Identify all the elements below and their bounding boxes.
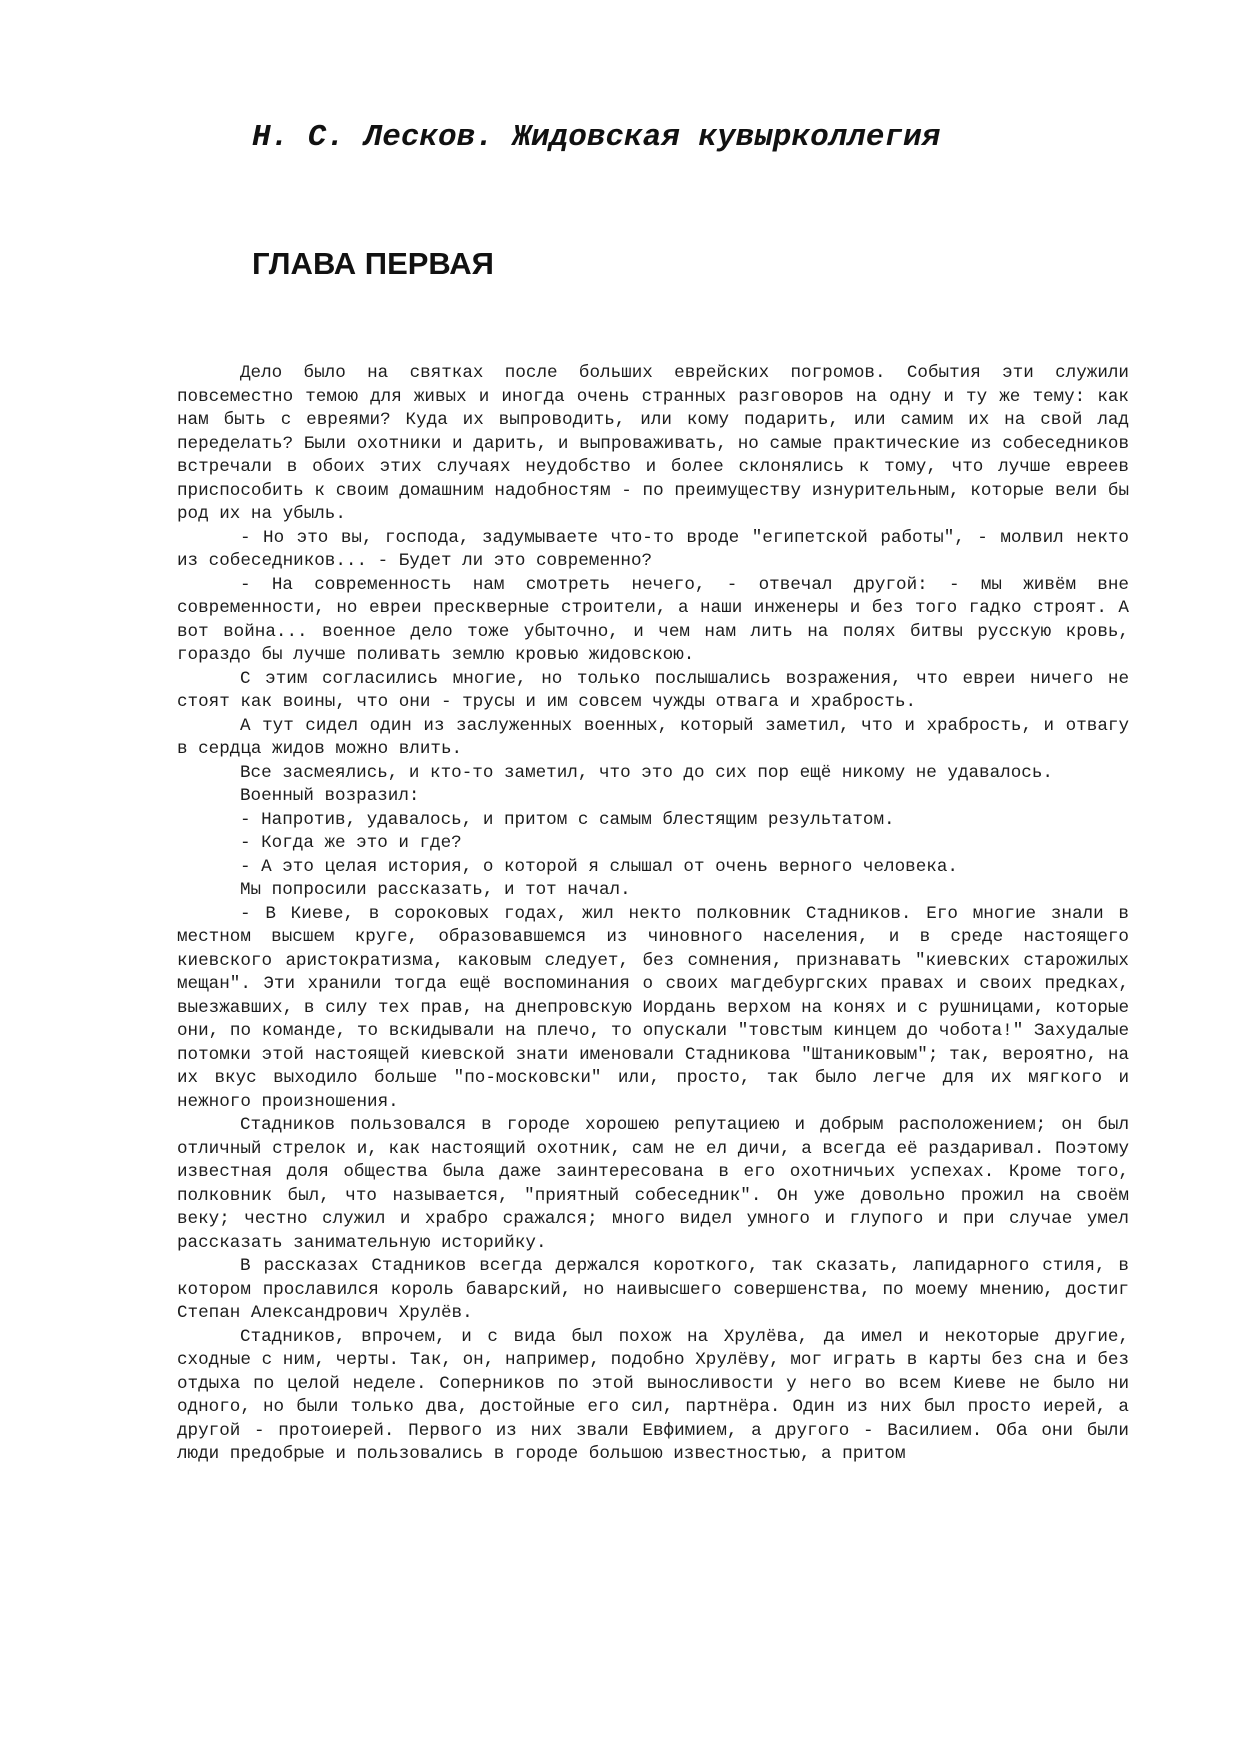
paragraph: - Когда же это и где? bbox=[240, 833, 462, 853]
paragraph: Дело было на святках после больших еврейских погромов. События эти служили повсеместно темою для живых и иногда очень странных разговоров на одну и ту же тему: как нам быть с евреями? Куда их выпроводить, или кому подарить, или самим их на свой лад переделать? Были охотники и дарить, и выпроваживать, но самые практические из собеседников встречали в обоих этих случаях неудобство и более склонялись к тому, что лучше евреев приспособить к своим домашним надобностям - по преимуществу изнурительным, которые вели бы род их на убыль. bbox=[177, 363, 1129, 524]
paragraph: А тут сидел один из заслуженных военных, который заметил, что и храбрость, и отвагу в сердца жидов можно влить. bbox=[177, 715, 1129, 759]
paragraph: Все засмеялись, и кто-то заметил, что это до сих пор ещё никому не удавалось. bbox=[240, 762, 1053, 783]
paragraph: - В Киеве, в сороковых годах, жил некто полковник Стадников. Его многие знали в местном высшем круге, образовавшемся из чиновного населения, и в среде настоящего киевского аристократизма, каковым следует, без сомнения, признавать "киевских старожилых мещан". Эти хранили тогда ещё воспоминания о своих магдебургских правах и своих предках, выезжавших, в силу тех прав, на днепровскую Иордань верхом на конях и с рушницами, которые они, по команде, то вскидывали на плечо, то опускали "товстым кинцем до чобота!" Захудалые потомки этой настоящей киевской знати именовали Стадникова "Штаниковым"; так, вероятно, на их вкус выходило больше "по-московски" или, просто, так было легче для их мягкого и нежного произношения. bbox=[177, 903, 1129, 1112]
paragraph: Военный возразил: bbox=[240, 786, 420, 806]
paragraph: - Но это вы, господа, задумываете что-то вроде "египетской работы", - молвил некто из собеседников... - Будет ли это современно? bbox=[177, 527, 1129, 571]
paragraph: Стадников пользовался в городе хорошею репутациею и добрым расположением; он был отличный стрелок и, как настоящий охотник, сам не ел дичи, а всегда её раздаривал. Поэтому известная доля общества была даже заинтересована в его охотничьих успехах. Кроме того, полковник был, что называется, "приятный собеседник". Он уже довольно прожил на своём веку; честно служил и храбро сражался; много видел умного и глупого и при случае умел рассказать занимательную историйку. bbox=[177, 1115, 1129, 1253]
document-title: Н. С. Лесков. Жидовская кувырколлегия bbox=[252, 120, 941, 155]
paragraph: С этим согласились многие, но только послышались возражения, что евреи ничего не стоят как воины, что они - трусы и им совсем чужды отвага и храбрость. bbox=[177, 668, 1129, 712]
paragraph: - На современность нам смотреть нечего, - отвечал другой: - мы живём вне современности, но евреи прескверные строители, а наши инженеры и без того гадко строят. А вот война... военное дело тоже убыточно, и чем нам лить на полях битвы русскую кровь, гораздо бы лучше поливать землю кровью жидовскою. bbox=[177, 574, 1129, 665]
paragraph: Мы попросили рассказать, и тот начал. bbox=[240, 880, 631, 900]
paragraph: Стадников, впрочем, и с вида был похож на Хрулёва, да имел и некоторые другие, сходные с ним, черты. Так, он, например, подобно Хрулёву, мог играть в карты без сна и без отдыха по целой неделе. Соперников по этой выносливости у него во всем Киеве не было ни одного, но были только два, достойные его сил, партнёра. Один из них был просто иерей, а другой - протоиерей. Первого из них звали Евфимием, а другого - Василием. Оба они были люди предобрые и пользовались в городе большою известностью, а притом bbox=[177, 1326, 1129, 1464]
paragraph: - Напротив, удавалось, и притом с самым блестящим результатом. bbox=[240, 809, 895, 830]
paragraph: В рассказах Стадников всегда держался короткого, так сказать, лапидарного стиля, в котором прославился король баварский, но наивысшего совершенства, по моему мнению, достиг Степан Александрович Хрулёв. bbox=[177, 1256, 1129, 1323]
chapter-heading: ГЛАВА ПЕРВАЯ bbox=[252, 246, 494, 281]
body-text bbox=[177, 362, 1129, 1467]
paragraph: - А это целая история, о которой я слышал от очень верного человека. bbox=[240, 856, 958, 877]
